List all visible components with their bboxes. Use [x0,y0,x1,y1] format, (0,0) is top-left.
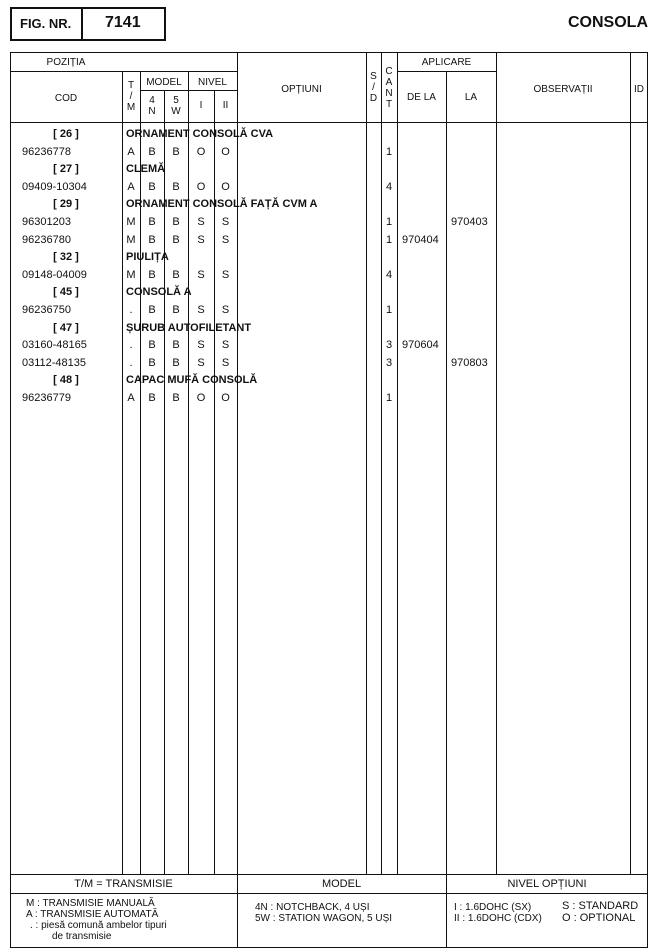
legend-tm-dot-cont: de transmisie [52,931,112,942]
header-id: ID [634,84,644,95]
model-4n-code: B [148,180,156,193]
header-nivel-i: I [199,100,203,111]
col-line-cant [397,52,398,874]
model-5w-code: B [172,268,180,281]
quantity: 3 [385,356,393,369]
part-code: 96236780 [22,233,71,246]
model-5w-code: B [172,145,180,158]
level-i-code: S [197,356,205,369]
col-line-aplicare [496,52,497,874]
header-de-la: DE LA [407,92,436,103]
quantity: 4 [385,268,393,281]
part-code: 03160-48165 [22,339,87,352]
model-4n-code: B [148,339,156,352]
legend-code-optional: O : OPTIONAL [562,912,636,924]
legend-code-standard: S : STANDARD [562,900,639,912]
legend-nivel-title: NIVEL OPȚIUNI [507,878,587,890]
level-i-code: S [197,339,205,352]
level-ii-code: S [221,304,230,316]
part-code: 09148-04009 [22,268,87,281]
model-4n-code: B [148,356,156,369]
col-line-observatii [630,52,631,874]
model-5w-code: B [172,339,180,352]
transmission-code: M [126,216,136,228]
quantity: 4 [385,180,393,193]
position-number: [ 26 ] [53,128,79,140]
applied-from: 970604 [402,339,439,352]
col-line-de-la [446,71,447,874]
position-number: [ 45 ] [53,286,79,299]
level-ii-code: O [221,180,230,193]
model-4n-code: B [148,233,156,246]
legend-tm-a: A : TRANSMISIE AUTOMATĂ [26,909,159,920]
level-ii-code: S [221,233,230,246]
transmission-code: A [127,392,135,404]
transmission-code: . [129,339,133,352]
part-code: 03112-48135 [22,356,87,369]
legend-nivel-i: I : 1.6DOHC (SX) [454,902,532,913]
quantity: 1 [385,304,393,316]
level-ii-code: S [221,216,230,228]
model-5w-code: B [172,233,180,246]
legend-model-5w: 5W : STATION WAGON, 5 UȘI [255,913,393,924]
quantity: 1 [385,233,393,246]
position-number: [ 29 ] [53,198,79,211]
header-model-5w: 5 W [171,95,181,117]
level-ii-code: S [221,268,230,281]
col-line-sd [381,52,382,874]
part-group-name: ORNAMENT CONSOLĂ CVA [126,128,274,140]
transmission-code: . [129,356,133,369]
transmission-code: . [129,304,133,316]
level-ii-code: S [221,339,230,352]
level-ii-code: O [221,392,230,404]
part-group-name: ORNAMENT CONSOLĂ FAȚĂ CVM A [126,198,318,211]
header-bottom-line [10,122,648,123]
legend-title-line [10,893,648,894]
legend-tm-dot: . : piesă comună ambelor tipuri [30,920,167,931]
level-i-code: S [197,268,205,281]
position-number: [ 32 ] [53,251,79,264]
transmission-code: M [126,233,136,246]
level-i-code: O [196,145,206,158]
legend-top-line [10,874,648,875]
level-ii-code: O [221,145,230,158]
transmission-code: A [127,180,135,193]
level-ii-code: S [221,356,230,369]
header-pozitia: POZIȚIA [46,57,86,68]
quantity: 1 [385,216,393,228]
model-5w-code: B [172,304,180,316]
part-code: 96236779 [22,392,71,404]
model-4n-code: B [148,268,156,281]
part-group-name: CONSOLĂ A [126,286,192,299]
legend-nivel-ii: II : 1.6DOHC (CDX) [454,913,542,924]
header-sd: S / D [369,71,378,104]
page-title: CONSOLA [568,14,648,31]
transmission-code: M [126,268,136,281]
part-code: 09409-10304 [22,180,87,193]
model-4n-code: B [148,216,156,228]
quantity: 1 [385,392,393,404]
model-5w-code: B [172,356,180,369]
level-i-code: S [197,216,205,228]
part-group-name: CAPAC MUFĂ CONSOLĂ [126,374,258,387]
part-group-name: PIULIȚA [126,251,169,264]
col-line-optiuni [366,52,367,874]
level-i-code: O [196,392,206,404]
header-aplicare: APLICARE [421,57,472,68]
part-code: 96236778 [22,145,71,158]
header-observatii: OBSERVAȚII [533,84,593,95]
applied-to: 970803 [451,356,488,369]
applied-to: 970403 [451,216,488,228]
level-i-code: S [197,233,205,246]
header-nivel: NIVEL [198,77,227,88]
position-number: [ 47 ] [53,321,79,334]
model-5w-code: B [172,216,180,228]
header-cod: COD [54,93,78,104]
header-cant: C A N T [385,66,393,110]
model-5w-code: B [172,180,180,193]
figure-label: FIG. NR. [20,16,72,31]
legend-tm-title: T/M = TRANSMISIE [74,878,173,890]
header-tm: T / M [126,80,136,113]
col-line-nivel [237,52,238,874]
legend-model-title: MODEL [321,878,362,890]
legend-model-4n: 4N : NOTCHBACK, 4 UȘI [255,902,370,913]
parts-table-frame [10,52,648,948]
part-group-name: ȘURUB AUTOFILETANT [126,321,252,334]
model-4n-code: B [148,304,156,316]
header-model: MODEL [146,77,182,88]
header-model-4n: 4 N [148,95,156,117]
header-optiuni: OPȚIUNI [281,84,322,95]
quantity: 1 [385,145,393,158]
figure-box-divider [81,7,83,41]
quantity: 3 [385,339,393,352]
figure-number: 7141 [105,14,141,31]
model-4n-code: B [148,145,156,158]
part-code: 96301203 [22,216,71,228]
model-5w-code: B [172,392,180,404]
position-number: [ 27 ] [53,163,79,176]
transmission-code: A [127,145,135,158]
header-line-pozitia [10,71,237,72]
legend-tm-m: M : TRANSMISIE MANUALĂ [26,898,155,909]
position-number: [ 48 ] [53,374,79,387]
applied-from: 970404 [402,233,439,246]
header-nivel-ii: II [222,100,229,111]
part-group-name: CLEMĂ [126,163,166,176]
model-4n-code: B [148,392,156,404]
level-i-code: S [197,304,205,316]
level-i-code: O [196,180,206,193]
part-code: 96236750 [22,304,71,316]
header-la: LA [464,92,478,103]
